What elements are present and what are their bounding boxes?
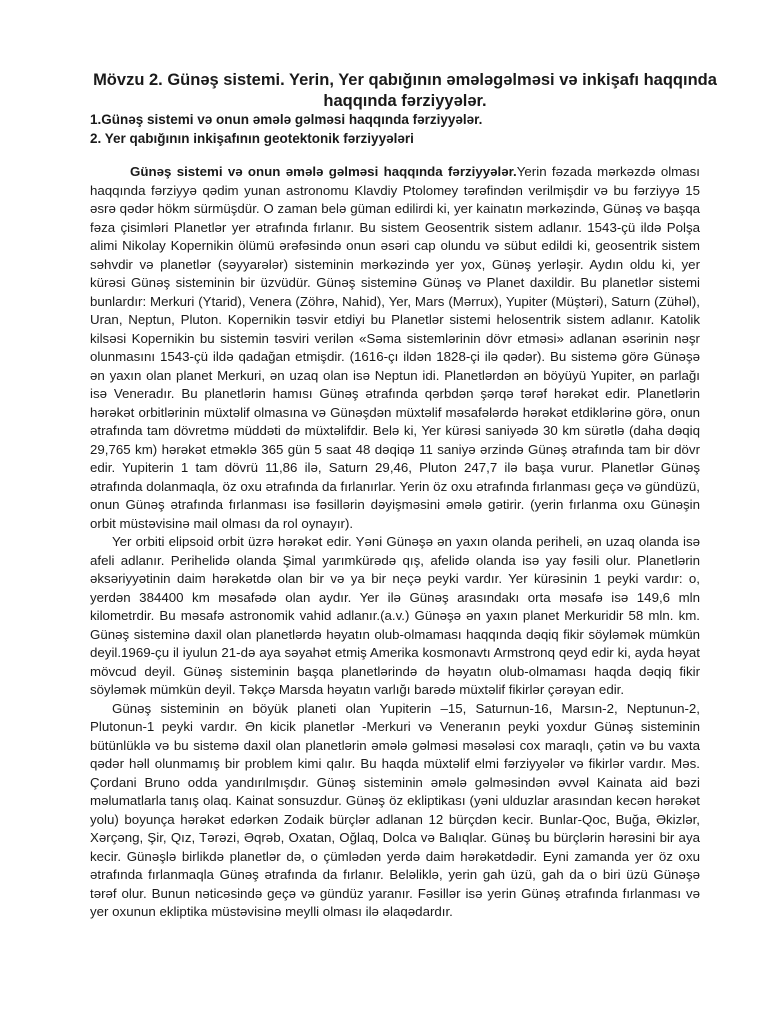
paragraph-1-heading: Günəş sistemi və onun əmələ gəlməsi haqqında fərziyyələr. <box>130 164 517 179</box>
paragraph-1 <box>90 163 700 533</box>
paragraph-1-text: Yerin fəzada mərkəzdə olması haqqında fərziyyə qədim yunan astronomu Klavdiy Ptolomey tərəfindən verilmişdir və bu fərziyyə 15 əsrə qədər hökm sürmüşdür. O zaman belə güman edilirdi ki, yer kainatın mərkəzində, Günəş və başqa fəza çisimləri Planetlər yer ətrafında fırlanır. Bu sistem Geosentrik sistem adlanır. 1543-çü ildə Polşa alimi Nikolay Kopernikin ölümü ərəfəsində onun əsəri cap olundu və sübut edildi ki, geosentrik sistem səhvdir və planetlər (səyyarələr) sisteminin mərkəzində yer yox, Günəş yerləşir. Aydın oldu ki, yer kürəsi Günəş sisteminin bir üzvüdür. Günəş sisteminə Günəş və Planet daxildir. Bu planetlər sistemi bunlardır: Merkuri (Ytarid), Venera (Zöhrə, Nahid), Yer, Mars (Mərrux), Yupiter (Müştəri), Saturn (Zühəl), Uran, Neptun, Pluton. Kopernikin təsvir etdiyi bu Planetlər sistemi helosentrik sistem adlanır. Katolik kilsəsi Kopernikin bu sistemin təsviri verilən «Səma sistemlərinin dövr etməsi» adlanan əsərinin nəşr olunmasını 1543-çü ildə qadağan etmişdir. (1616-çı ildən 1828-çi ilə qədər). Bu sistemə görə Günəşə ən yaxın olan planet Merkuri, ən uzaq olan isə Neptun idi. Planetlərdən ən böyüyü Yupiter, ən parlağı isə Veneradır. Bu planetlərin hamısı Günəş ətrafında qərbdən şərqə tərəf hərəkət edir. Planetlərin hərəkət orbitlərinin müxtəlif olmasına və Günəşdən müxtəlif məsafələrdə hərəkət etdiklərinə görə, onun ətrafında tam dövretmə müddəti də müxtəlifdir. Belə ki, Yer kürəsi saniyədə 30 km sürətlə (daha dəqiq 29,765 km) hərəkət etməklə 365 gün 5 saat 48 dəqiqə 11 saniyə ərzində Günəş ətrafında tam bir dövr edir. Yupiterin 1 tam dövrü 11,86 ilə, Saturn 29,46, Pluton 247,7 ilə başa vurur. Planetlər Günəş ətrafında dolanmaqla, öz oxu ətrafında da fırlanırlar. Yerin öz oxu ətrafında fırlanması geçə və gündüzü, onun Günəş ətrafında fırlanması isə fəsillərin dəyişməsini əmələ gətirir. (yerin fırlanma oxu Günəşin orbit müstəvisinə mail olması da rol oynayır). <box>90 164 700 531</box>
paragraph-3: Günəş sisteminin ən böyük planeti olan Yupiterin –15, Saturnun-16, Marsın-2, Neptunun-2, Plutonun-1 peyki vardır. Ən kicik planetlər -Merkuri və Veneranın peyki yoxdur Günəş sisteminin bütünlüklə və bu sistemə daxil olan planetlərin əmələ gəlməsi məsələsi cox maraqlı, çətin və bu vaxta qədər həll olunmamış bir problem kimi qalır. Bu haqda müxtəlif elmi fərziyyələr və fikirlər vardır. Məs. Çordani Bruno odda yandırılmışdır. Günəş sisteminin əmələ gəlməsindən əvvəl Kainata aid bəzi məlumatlarla tanış olaq. Kainat sonsuzdur. Günəş öz ekliptikası (yəni ulduzlar arasından kecən hərəkət yolu) boyunça hərəkət edərkən Zodaik bürçlər adlanan 12 bürçdən kecir. Bunlar-Qoc, Buğa, Əkizlər, Xərçəng, Şir, Qız, Tərəzi, Əqrəb, Oxatan, Oğlaq, Dolca və Balıqlar. Günəş bu bürçlərin hərəsini bir aya kecir. Günəşlə birlikdə planetlər də, o çümlədən yerdə daim hərəkətdədir. Eyni zamanda yer öz oxu ətrafında fırlanmaqla Günəş ətrafında da fırlanır. Beləliklə, yerin gah üzü, gah da o biri üzü Günəşə tərəf olur. Bunun nəticəsində geçə və gündüz yaranır. Fəsillər isə yerin Günəş ətrafında fırlanması və yer oxunun ekliptika müstəvisinə meylli olması ilə əlaqədardır. <box>90 700 700 919</box>
subheading-1: 1.Günəş sistemi və onun əmələ gəlməsi haqqında fərziyyələr. <box>90 112 483 127</box>
paragraph-2: Yer orbiti elipsoid orbit üzrə hərəkət edir. Yəni Günəşə ən yaxın olanda periheli, ən uzaq olanda isə afeli adlanır. Perihelidə olanda Şimal yarımkürədə qış, afelidə olanda isə yay fəsili olur. Planetlərin əksəriyyətinin daim hərəkətdə olan bir və ya bir neçə peyki vardır. Yer kürəsinin 1 peyki vardır: o, yerdən 384400 km məsafədə olan aydır. Yer ilə Günəş arasındakı orta məsafə isə 149,6 mln kilometrdir. Bu məsafə astronomik vahid adlanır.(a.v.) Günəşə ən yaxın planet Merkuridir 58 mln. km. Günəş sisteminə daxil olan planetlərdə həyatın olub-olmaması haqqında dəqiq fikir söyləmək mümkün deyil.1969-çu il iyulun 21-də aya səyahət etmiş Amerika kosmonavtı Armstronq qeyd edir ki, ayda həyat mövcud deyil. Günəş sisteminin başqa planetlərində də həyatın olub-olmaması haqda dəqiq fikir söyləmək mümkün deyil. Təkçə Marsda həyatın varlığı barədə müxtəlif fikirlər çərəyan edir. <box>90 534 700 697</box>
page-title: Mövzu 2. Günəş sistemi. Yerin, Yer qabığının əmələgəlməsi və inkişafı haqqında haqqında fərziyyələr. <box>93 71 717 110</box>
subheading-2: 2. Yer qabığının inkişafının geotektonik fərziyyələri <box>90 131 414 146</box>
document-body <box>90 163 700 922</box>
